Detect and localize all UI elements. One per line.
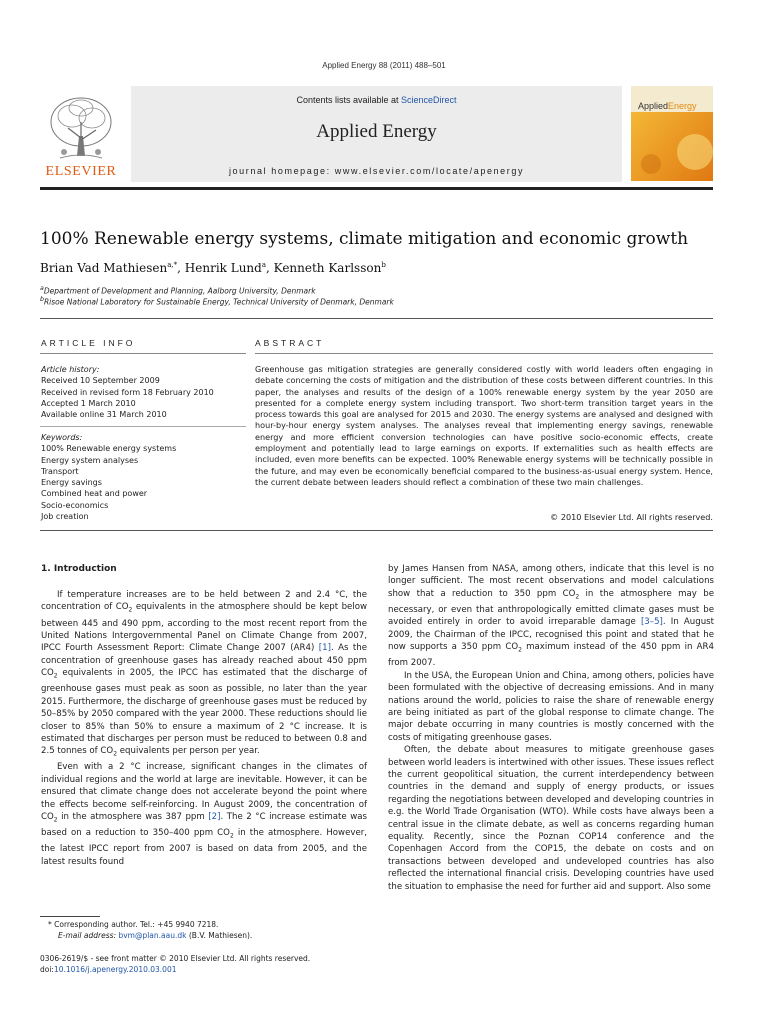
corresponding-author-note: * Corresponding author. Tel.: +45 9940 7218. bbox=[48, 920, 219, 929]
doi-label: doi: bbox=[40, 965, 54, 974]
body-paragraph bbox=[388, 563, 714, 670]
masthead-rule bbox=[40, 187, 713, 190]
text-run: Even with a 2 °C increase, significant changes in the climates of individual regions and the world at large are inevitable. However, it can be ensured that climate change does not accelerate beyond the point where the effects become self-reinforcing. In August 2009, the concentration of CO bbox=[41, 762, 367, 823]
keyword-item[interactable]: Energy system analyses bbox=[41, 455, 139, 465]
section-heading-introduction: 1. Introduction bbox=[41, 564, 117, 574]
body-column-right bbox=[388, 563, 714, 893]
body-column-left bbox=[41, 589, 367, 868]
reference-link[interactable]: [2] bbox=[208, 812, 221, 823]
footnote-rule bbox=[40, 916, 100, 917]
reference-link[interactable]: [1] bbox=[318, 643, 331, 654]
abstract-rule bbox=[255, 353, 713, 354]
journal-homepage[interactable]: journal homepage: www.elsevier.com/locate/apenergy bbox=[228, 166, 525, 176]
subscript: 2 bbox=[113, 751, 118, 759]
contents-line bbox=[131, 95, 622, 105]
text-run: in the atmosphere was 387 ppm bbox=[57, 812, 209, 823]
history-item: Received in revised form 18 February 2010 bbox=[41, 387, 214, 397]
text-run: . As the concentration of greenhouse gases has already reached about 450 ppm CO bbox=[41, 643, 368, 679]
doi-link[interactable]: 10.1016/j.apenergy.2010.03.001 bbox=[53, 965, 177, 974]
history-item: Available online 31 March 2010 bbox=[41, 410, 167, 420]
body-paragraph bbox=[41, 589, 367, 761]
text-run: equivalents in the atmosphere should be kept below between 445 and 490 ppm, according to the most recent report from the United Nations Intergovernmental Panel on Climate Change from 2007, IPCC Fourth Assessment Report: Climate Change 2007 (AR4) bbox=[41, 602, 367, 654]
contents-prefix: Contents lists available at bbox=[296, 95, 402, 105]
body-paragraph: In the USA, the European Union and China, among others, policies have been formulated with the objective of decreasing emissions. And in many nations around the world, policies to raise the share of renewable energy are being initiated as part of the global response to climate change. The major debate occurring in many countries is mostly concerned with the costs of mitigating greenhouse gases. bbox=[388, 670, 714, 743]
affiliation-text: Department of Development and Planning, Aalborg University, Denmark bbox=[43, 286, 316, 296]
subscript: 2 bbox=[575, 593, 580, 601]
email-note bbox=[58, 931, 252, 940]
article-info-label: ARTICLE INFO bbox=[41, 338, 136, 348]
keyword-item[interactable]: Energy savings bbox=[41, 478, 102, 488]
keyword-item[interactable]: Transport bbox=[41, 466, 79, 476]
front-matter-line: 0306-2619/$ - see front matter © 2010 Elsevier Ltd. All rights reserved. bbox=[40, 954, 311, 963]
text-run: maximum instead of the 450 ppm in AR4 from 2007. bbox=[388, 642, 714, 669]
text-run: equivalents per person per year. bbox=[117, 746, 260, 757]
text-run: in the atmosphere. However, the latest IPCC report from 2007 is based on data from 2005, and the latest results found bbox=[41, 828, 367, 867]
section-rule bbox=[40, 318, 713, 319]
abstract-end-rule bbox=[40, 530, 713, 531]
author-separator: , bbox=[266, 261, 274, 275]
text-run: . The 2 °C increase estimate was based on a reduction to 350–400 ppm CO bbox=[41, 812, 367, 839]
affiliation bbox=[40, 296, 394, 307]
keyword-item[interactable]: 100% Renewable energy systems bbox=[41, 444, 177, 454]
abstract-label: ABSTRACT bbox=[255, 338, 325, 348]
abstract-copyright: © 2010 Elsevier Ltd. All rights reserved. bbox=[550, 512, 713, 522]
keywords-heading: Keywords: bbox=[41, 433, 83, 442]
subscript: 2 bbox=[128, 607, 133, 615]
paper-title: 100% Renewable energy systems, climate mitigation and economic growth bbox=[40, 229, 689, 249]
history-item: Accepted 1 March 2010 bbox=[41, 398, 136, 408]
email-link[interactable]: bvm@plan.aau.dk bbox=[118, 931, 187, 940]
affiliation-mark: b bbox=[40, 296, 44, 303]
text-run: If temperature increases are to be held between 2 and 2.4 °C, the concentration of CO bbox=[41, 590, 367, 613]
elsevier-wordmark: ELSEVIER bbox=[45, 164, 117, 179]
sciencedirect-link[interactable]: ScienceDirect bbox=[401, 95, 457, 105]
author-affiliation-mark[interactable]: a bbox=[261, 261, 267, 269]
doi-line bbox=[40, 965, 177, 974]
author-affiliation-mark[interactable]: b bbox=[381, 261, 386, 269]
affiliation-text: Risoe National Laboratory for Sustainable Energy, Technical University of Denmark, Denmark bbox=[43, 297, 394, 307]
abstract-text: Greenhouse gas mitigation strategies are generally considered costly with world leaders often engaging in debate concerning the costs of mitigation and the distribution of these costs between different countries. In this paper, the analyses and results of the design of a 100% renewable energy system by the year 2050 are presented for a complete energy system including transport. Two short-term transition target years in the process towards this goal are analysed for 2015 and 2030. The energy systems are analysed and designed with hour-by-hour energy system analyses. The analyses reveal that implementing energy savings, renewable energy and more efficient conversion technologies can have positive socio-economic effects, create employment and potentially lead to large earnings on exports. If externalities such as health effects are included, even more benefits can be expected. 100% Renewable energy systems will be technically possible in the future, and may even be economically beneficial compared to the business-as-usual energy system. Hence, the current debate between leaders should reflect a combination of these two main challenges. bbox=[255, 364, 713, 487]
text-run: in the atmosphere may be necessary, or even that anthropologically emitted climate gases must be avoided entirely in order to avoid irreparable damage bbox=[388, 588, 714, 628]
article-info-rule bbox=[40, 353, 246, 354]
email-suffix: (B.V. Mathiesen). bbox=[186, 931, 253, 940]
cover-title-energy: Energy bbox=[668, 101, 697, 111]
text-run: . In August 2009, the Chairman of the IPCC, recognised this point and stated that he now supports a 350 ppm CO bbox=[388, 617, 714, 653]
author-name[interactable]: Henrik Lund bbox=[184, 261, 262, 275]
body-paragraph bbox=[41, 761, 367, 868]
email-label: E-mail address: bbox=[58, 931, 119, 940]
cover-title-applied: Applied bbox=[638, 101, 669, 111]
text-run: by James Hansen from NASA, among others, indicate that this level is no longer sufficient. The most recent observations and model calculations show that a reduction to 350 ppm CO bbox=[388, 564, 714, 599]
author-list bbox=[40, 261, 386, 275]
author-separator: , bbox=[177, 261, 185, 275]
journal-citation: Applied Energy 88 (2011) 488–501 bbox=[322, 61, 446, 70]
keywords-block bbox=[41, 432, 247, 522]
journal-title: Applied Energy bbox=[316, 121, 437, 142]
author-name[interactable]: Kenneth Karlsson bbox=[273, 261, 382, 275]
keyword-item[interactable]: Job creation bbox=[41, 512, 89, 522]
body-paragraph: Often, the debate about measures to mitigate greenhouse gases between world leaders is intertwined with other issues. These issues reflect the current geopolitical situation, the current interdependency between countries in the demand and supply of energy products, or issues regarding the negotiations between developed and developing countries in e.g. the World Trade Organisation (WTO). While costs have always been a central issue in the climate debate, as well as concerns regarding human equality. Recently, since the Poznan COP14 conference and the Copenhagen Accord from the COP15, the debate on costs and on transactions between developed and undeveloped countries has also reflected the international financial crisis. Developing countries have used the situation to emphasise the need for further aid and support. Also some bbox=[388, 745, 714, 892]
subscript: 2 bbox=[229, 832, 234, 840]
author-name[interactable]: Brian Vad Mathiesen bbox=[40, 261, 168, 275]
keywords-rule bbox=[40, 426, 246, 427]
subscript: 2 bbox=[53, 672, 58, 680]
subscript: 2 bbox=[53, 816, 58, 824]
affiliation bbox=[40, 285, 316, 296]
subscript: 2 bbox=[518, 646, 522, 654]
reference-link[interactable]: [3–5] bbox=[640, 617, 663, 628]
history-item: Received 10 September 2009 bbox=[41, 376, 160, 386]
article-history bbox=[41, 364, 247, 420]
keyword-item[interactable]: Socio-economics bbox=[41, 500, 109, 510]
article-history-heading: Article history: bbox=[41, 365, 100, 374]
affiliation-mark: a bbox=[40, 285, 44, 292]
keyword-item[interactable]: Combined heat and power bbox=[41, 489, 148, 499]
text-run: equivalents in 2005, the IPCC has estimated that the discharge of greenhouse gases must peak as soon as possible, no later than the year 2015. Furthermore, the discharge of greenhouse gases must be reduced by 50–85% by 2050 compared with the year 2000. These reductions should lie closer to 85% than 50% to ensure a maximum of 2 °C increase. It is estimated that discharges per person must be reduced to between 0.8 and 2.5 tonnes of CO bbox=[41, 668, 367, 757]
author-affiliation-mark[interactable]: a,* bbox=[167, 261, 178, 269]
cover-title bbox=[638, 101, 697, 111]
